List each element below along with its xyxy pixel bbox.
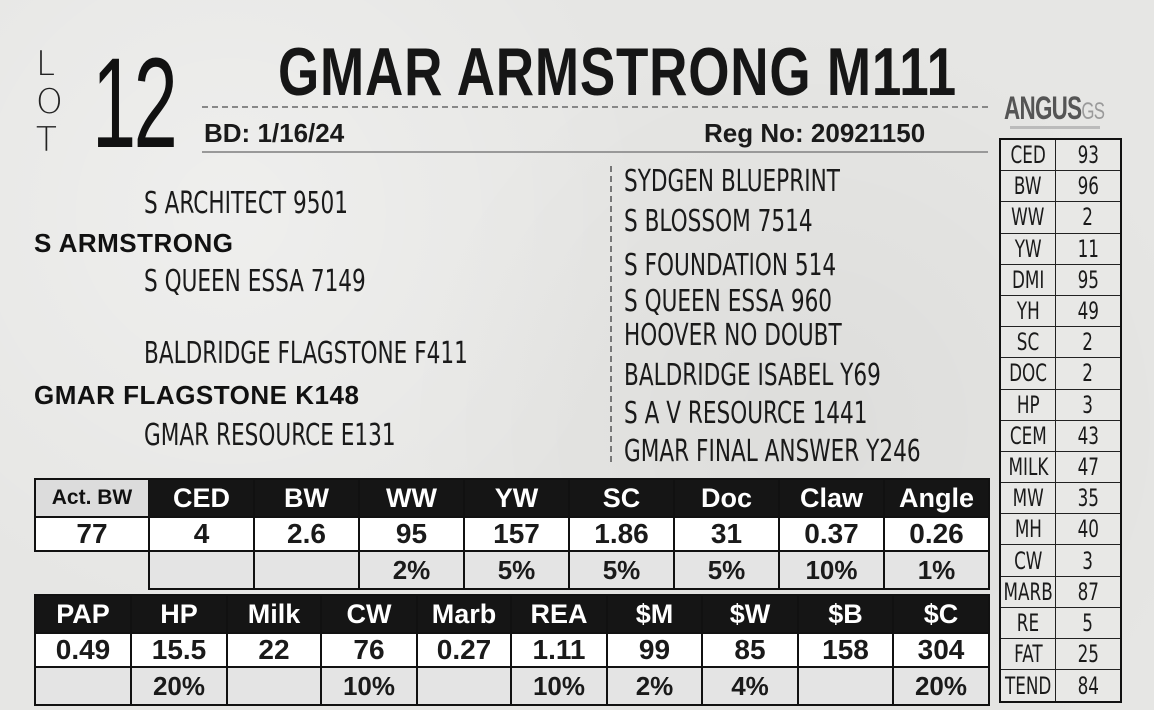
- dam-sire: BALDRIDGE FLAGSTONE F411: [144, 336, 468, 371]
- angus-logo-main: ANGUS: [1004, 90, 1082, 126]
- value-act-bw: 77: [35, 517, 149, 551]
- epd-key: [1001, 452, 1056, 482]
- value-marb: 0.27: [417, 633, 511, 667]
- lot-letter-o: O: [36, 82, 63, 122]
- percentile-act-bw: [35, 551, 149, 589]
- percentile-hp: 20%: [131, 667, 227, 705]
- pedigree-right-4: HOOVER NO DOUBT: [624, 318, 842, 353]
- value-sc: 1.86: [569, 517, 674, 551]
- value-pap: 0.49: [35, 633, 131, 667]
- header-m: $M: [607, 595, 702, 633]
- value-hp: 15.5: [131, 633, 227, 667]
- epd-row-yh: [1001, 296, 1120, 327]
- percentile-milk: [227, 667, 321, 705]
- epd-row-fat: [1001, 639, 1120, 670]
- header-yw: YW: [464, 479, 569, 517]
- header-cw: CW: [321, 595, 417, 633]
- epd-key: [1001, 171, 1056, 201]
- epd-key-text: DOC: [1009, 359, 1047, 388]
- epd-key-text: HP: [1016, 390, 1040, 419]
- percentile-ww: 2%: [359, 551, 464, 589]
- epd-value: [1056, 608, 1120, 638]
- header-rea: REA: [511, 595, 607, 633]
- epd-row-tend: [1001, 670, 1120, 701]
- title-divider-dashed: [202, 106, 988, 108]
- epd-key-text: CED: [1010, 141, 1046, 170]
- percentile-cw: 10%: [321, 667, 417, 705]
- epd-key: [1001, 639, 1056, 669]
- epd-value-text: 3: [1082, 390, 1094, 419]
- epd-row-milk: [1001, 452, 1120, 483]
- percentile-ced: [149, 551, 254, 589]
- lot-letter-l: L: [36, 44, 55, 84]
- reg-value: 20921150: [810, 118, 926, 148]
- percentile-marb: [417, 667, 511, 705]
- epd-value-text: 95: [1077, 265, 1099, 294]
- angus-logo-tagline: [1010, 126, 1100, 129]
- epd-value-text: 2: [1082, 203, 1094, 232]
- sire-sire: S ARCHITECT 9501: [144, 186, 348, 221]
- epd-key: [1001, 545, 1056, 575]
- value-milk: 22: [227, 633, 321, 667]
- epd-value: [1056, 327, 1120, 357]
- percentile-b: [798, 667, 893, 705]
- epd-value: [1056, 639, 1120, 669]
- epd-key: [1001, 577, 1056, 607]
- epd-key: [1001, 140, 1056, 170]
- epd-key-text: YW: [1014, 234, 1042, 263]
- header-bw: BW: [254, 479, 359, 517]
- pedigree-right-2: S FOUNDATION 514: [624, 248, 837, 283]
- value-yw: 157: [464, 517, 569, 551]
- epd-value-text: 11: [1077, 234, 1099, 263]
- epd-value: [1056, 483, 1120, 513]
- value-rea: 1.11: [511, 633, 607, 667]
- percentile-bw: [254, 551, 359, 589]
- epd-key: [1001, 358, 1056, 388]
- index-table: [34, 594, 990, 706]
- epd-value-text: 5: [1082, 608, 1094, 637]
- pedigree-right-1: S BLOSSOM 7514: [624, 204, 813, 239]
- value-ced: 4: [149, 517, 254, 551]
- header-w: $W: [702, 595, 798, 633]
- epd-key-text: TEND: [1004, 671, 1052, 700]
- header-sc: SC: [569, 479, 674, 517]
- epd-value: [1056, 265, 1120, 295]
- epd-row-ww: [1001, 202, 1120, 233]
- epd-key: [1001, 327, 1056, 357]
- epd-key-text: MILK: [1008, 452, 1048, 481]
- epd-value-text: 87: [1077, 577, 1099, 606]
- epd-value: [1056, 514, 1120, 544]
- epd-value-text: 25: [1077, 640, 1099, 669]
- epd-value-text: 40: [1077, 515, 1099, 544]
- header-angle: Angle: [884, 479, 989, 517]
- value-m: 99: [607, 633, 702, 667]
- epd-value: [1056, 670, 1120, 701]
- epd-key-text: RE: [1016, 608, 1040, 637]
- pedigree-right-6: S A V RESOURCE 1441: [624, 396, 868, 431]
- epd-key-text: BW: [1014, 172, 1042, 201]
- epd-value-text: 96: [1077, 172, 1099, 201]
- epd-key: [1001, 608, 1056, 638]
- header-ww: WW: [359, 479, 464, 517]
- epd-value: [1056, 296, 1120, 326]
- sire-dam: S QUEEN ESSA 7149: [144, 264, 366, 299]
- epd-key: [1001, 670, 1056, 701]
- epd-key: [1001, 234, 1056, 264]
- header-pap: PAP: [35, 595, 131, 633]
- epd-value-text: 3: [1082, 546, 1094, 575]
- birth-date-value: 1/16/24: [257, 118, 345, 148]
- percentile-pap: [35, 667, 131, 705]
- epd-row-re: [1001, 608, 1120, 639]
- percentile-doc: 5%: [674, 551, 779, 589]
- epd-row-sc: [1001, 327, 1120, 358]
- epd-value-text: 49: [1077, 297, 1099, 326]
- epd-row-hp: [1001, 390, 1120, 421]
- lot-letter-t: T: [36, 120, 57, 160]
- epd-key: [1001, 296, 1056, 326]
- percentile-yw: 5%: [464, 551, 569, 589]
- sire: S ARMSTRONG: [34, 228, 234, 258]
- animal-name: GMAR ARMSTRONG M111: [278, 34, 957, 110]
- percentile-sc: 5%: [569, 551, 674, 589]
- dam: GMAR FLAGSTONE K148: [34, 380, 360, 410]
- epd-value: [1056, 171, 1120, 201]
- header-c: $C: [893, 595, 989, 633]
- pedigree-right-3: S QUEEN ESSA 960: [624, 284, 833, 319]
- epd-row-mw: [1001, 483, 1120, 514]
- epd-key: [1001, 514, 1056, 544]
- header-doc: Doc: [674, 479, 779, 517]
- lot-number: 12: [92, 32, 176, 175]
- epd-key-text: DMI: [1011, 265, 1045, 294]
- header-hp: HP: [131, 595, 227, 633]
- epd-row-doc: [1001, 358, 1120, 389]
- epd-row-mh: [1001, 514, 1120, 545]
- value-ww: 95: [359, 517, 464, 551]
- epd-value-text: 35: [1077, 484, 1099, 513]
- reg-label: Reg No:: [704, 118, 804, 148]
- epd-key: [1001, 265, 1056, 295]
- epd-value-text: 2: [1082, 359, 1094, 388]
- performance-table: [34, 478, 990, 590]
- header-divider: [202, 151, 988, 153]
- percentile-c: 20%: [893, 667, 989, 705]
- epd-key-text: CW: [1013, 546, 1043, 575]
- percentile-claw: 10%: [779, 551, 884, 589]
- value-w: 85: [702, 633, 798, 667]
- value-c: 304: [893, 633, 989, 667]
- epd-value: [1056, 452, 1120, 482]
- epd-value: [1056, 390, 1120, 420]
- epd-value-text: 47: [1077, 452, 1099, 481]
- value-angle: 0.26: [884, 517, 989, 551]
- epd-key: [1001, 483, 1056, 513]
- dam-dam: GMAR RESOURCE E131: [144, 418, 396, 453]
- epd-value: [1056, 421, 1120, 451]
- epd-value-text: 93: [1077, 141, 1099, 170]
- epd-row-marb: [1001, 577, 1120, 608]
- epd-key-text: FAT: [1013, 640, 1043, 669]
- percentile-m: 2%: [607, 667, 702, 705]
- epd-value-text: 84: [1077, 671, 1099, 700]
- birth-date-label: BD:: [204, 118, 251, 148]
- value-claw: 0.37: [779, 517, 884, 551]
- epd-row-dmi: [1001, 265, 1120, 296]
- epd-key: [1001, 421, 1056, 451]
- header-ced: CED: [149, 479, 254, 517]
- epd-key-text: MW: [1012, 484, 1044, 513]
- epd-panel: [999, 138, 1122, 703]
- pedigree-right-7: GMAR FINAL ANSWER Y246: [624, 434, 921, 469]
- value-cw: 76: [321, 633, 417, 667]
- epd-value-text: 43: [1077, 421, 1099, 450]
- epd-row-cw: [1001, 545, 1120, 576]
- epd-key-text: CEM: [1009, 421, 1047, 450]
- epd-row-cem: [1001, 421, 1120, 452]
- registration-number: [704, 118, 925, 149]
- pedigree-right-5: BALDRIDGE ISABEL Y69: [624, 358, 881, 393]
- angus-logo-suffix: GS: [1081, 98, 1105, 125]
- header-b: $B: [798, 595, 893, 633]
- percentile-angle: 1%: [884, 551, 989, 589]
- header-claw: Claw: [779, 479, 884, 517]
- epd-value: [1056, 234, 1120, 264]
- header-milk: Milk: [227, 595, 321, 633]
- epd-value-text: 2: [1082, 328, 1094, 357]
- percentile-rea: 10%: [511, 667, 607, 705]
- epd-row-bw: [1001, 171, 1120, 202]
- epd-key-text: WW: [1011, 203, 1045, 232]
- percentile-w: 4%: [702, 667, 798, 705]
- epd-row-ced: [1001, 140, 1120, 171]
- epd-row-yw: [1001, 234, 1120, 265]
- epd-key-text: SC: [1016, 328, 1040, 357]
- value-doc: 31: [674, 517, 779, 551]
- epd-key-text: YH: [1016, 297, 1040, 326]
- epd-value: [1056, 140, 1120, 170]
- epd-value: [1056, 545, 1120, 575]
- epd-value: [1056, 202, 1120, 232]
- epd-value: [1056, 577, 1120, 607]
- header-marb: Marb: [417, 595, 511, 633]
- value-bw: 2.6: [254, 517, 359, 551]
- header-act-bw: Act. BW: [35, 479, 149, 517]
- value-b: 158: [798, 633, 893, 667]
- pedigree-divider: [610, 166, 612, 462]
- epd-key-text: MARB: [1003, 577, 1053, 606]
- angus-logo: [1004, 90, 1104, 127]
- birth-date: [204, 118, 344, 149]
- epd-key-text: MH: [1014, 515, 1042, 544]
- epd-value: [1056, 358, 1120, 388]
- epd-key: [1001, 390, 1056, 420]
- pedigree-right-0: SYDGEN BLUEPRINT: [624, 164, 840, 199]
- epd-key: [1001, 202, 1056, 232]
